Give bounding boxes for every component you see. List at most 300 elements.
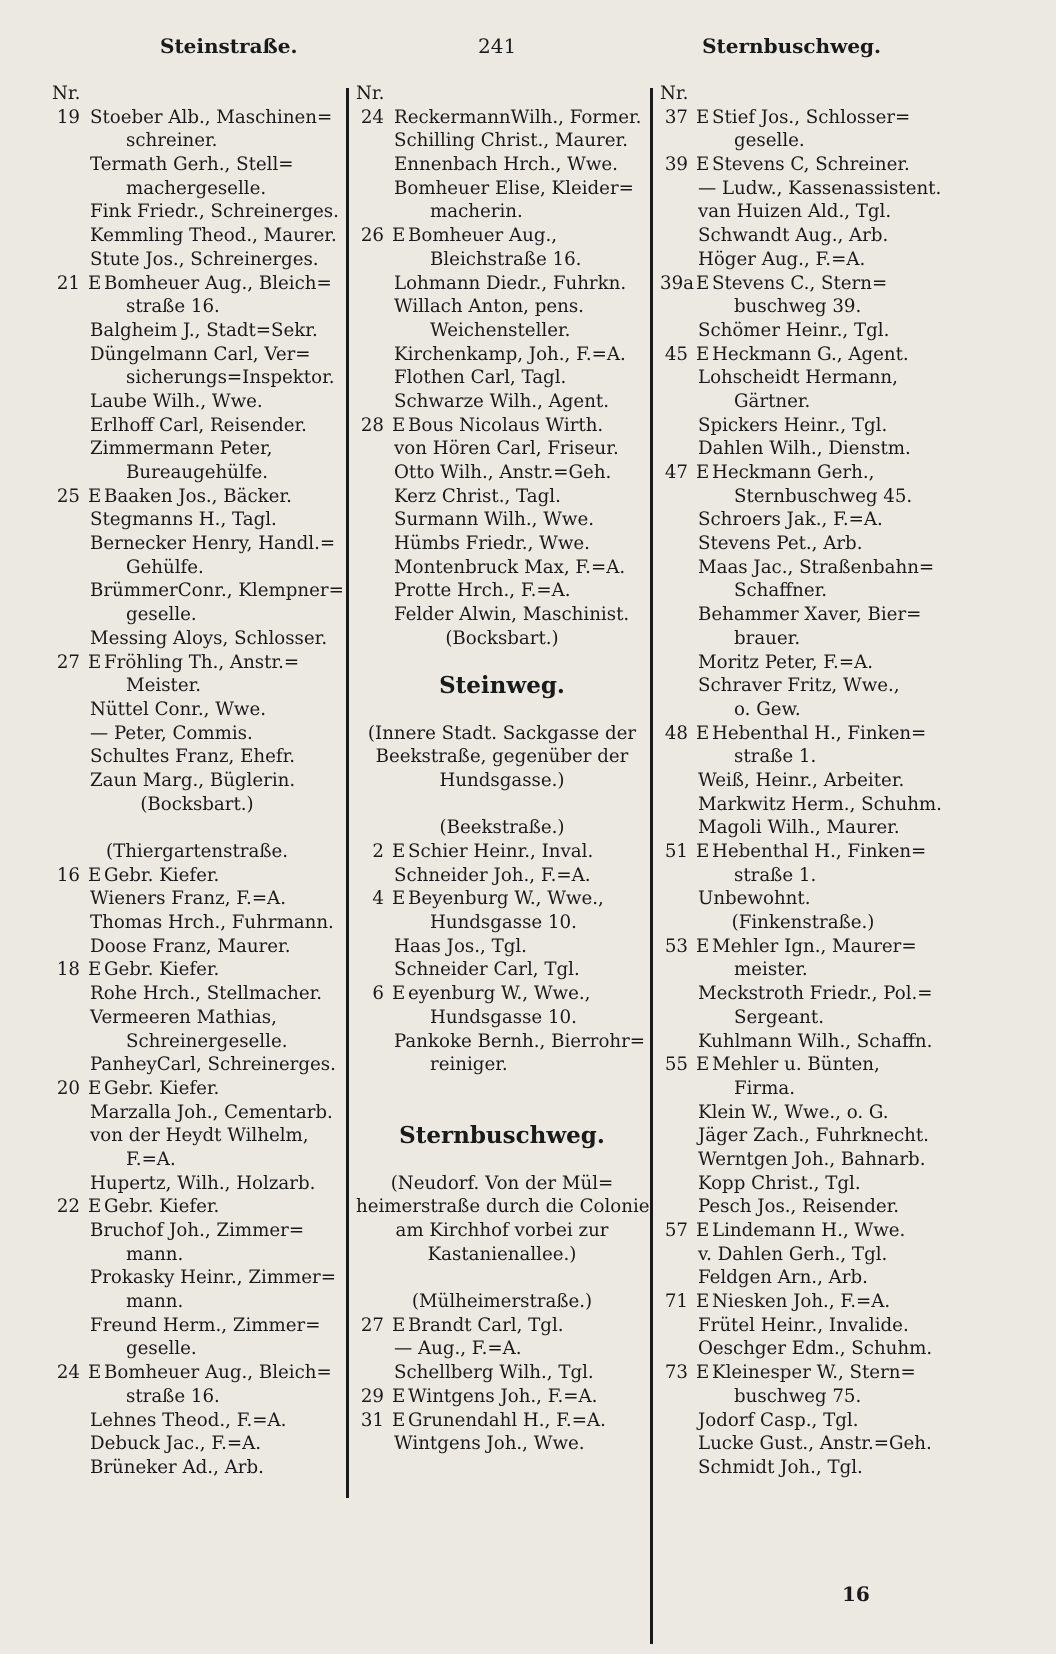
resident-text: Zimmermann Peter, xyxy=(90,438,273,460)
continuation-text: sicherungs=Inspektor. xyxy=(126,367,335,389)
resident-text: Kerz Christ., Tagl. xyxy=(394,485,561,507)
entry-continuation xyxy=(660,579,946,603)
resident-text: Behammer Xaver, Bier= xyxy=(698,604,922,626)
resident-text: Flothen Carl, Tagl. xyxy=(394,367,567,389)
street-note: (Bocksbart.) xyxy=(140,793,254,815)
directory-entry xyxy=(356,1361,648,1385)
house-number: 39 xyxy=(664,154,688,176)
resident-text: Schwarze Wilh., Agent. xyxy=(394,390,609,412)
directory-entry xyxy=(660,200,946,224)
directory-entry xyxy=(356,1385,648,1409)
resident-text: Feldgen Arn., Arb. xyxy=(698,1267,868,1289)
resident-text: Pankoke Bernh., Bierrohr= xyxy=(394,1030,646,1052)
resident-text: Stegmanns H., Tagl. xyxy=(90,509,277,531)
entry-continuation xyxy=(356,911,648,935)
entry-continuation xyxy=(660,1006,946,1030)
continuation-text: o. Gew. xyxy=(734,698,801,720)
directory-entry xyxy=(356,366,648,390)
resident-text: Magoli Wilh., Maurer. xyxy=(698,817,900,839)
resident-text: Markwitz Herm., Schuhm. xyxy=(698,793,942,815)
continuation-text: schreiner. xyxy=(126,130,218,152)
resident-text: Stoeber Alb., Maschinen= xyxy=(90,106,333,128)
directory-entry xyxy=(52,319,342,343)
directory-entry xyxy=(52,887,342,911)
directory-entry xyxy=(52,508,342,532)
owner-marker: E xyxy=(88,959,102,981)
spacer xyxy=(52,816,342,840)
directory-entry xyxy=(356,153,648,177)
owner-marker: E xyxy=(696,462,710,483)
resident-text: Hebenthal H., Finken= xyxy=(712,841,927,862)
directory-entry xyxy=(660,935,946,959)
directory-entry xyxy=(660,414,946,438)
directory-entry xyxy=(52,982,342,1006)
resident-text: Stute Jos., Schreinerges. xyxy=(90,248,319,270)
continuation-text: geselle. xyxy=(734,130,805,152)
entry-continuation xyxy=(52,1290,342,1314)
directory-entry xyxy=(52,911,342,935)
resident-text: Zaun Marg., Büglerin. xyxy=(90,769,296,791)
directory-entry xyxy=(52,1077,342,1101)
nr-column-label: Nr. xyxy=(660,83,689,104)
spacer xyxy=(356,793,648,817)
resident-text: BrümmerConr., Klempner= xyxy=(90,580,344,602)
house-number: 26 xyxy=(360,225,384,247)
directory-entry xyxy=(356,272,648,296)
directory-entry xyxy=(356,1337,648,1361)
owner-marker: E xyxy=(392,1385,406,1407)
owner-marker: E xyxy=(696,1291,710,1313)
resident-text: Schellberg Wilh., Tgl. xyxy=(394,1362,594,1384)
house-number: 2 xyxy=(372,841,384,862)
continuation-text: Firma. xyxy=(734,1077,796,1099)
owner-marker: E xyxy=(696,154,710,176)
owner-marker: E xyxy=(392,225,406,247)
owner-marker: E xyxy=(392,1409,406,1431)
resident-text: Heckmann Gerh., xyxy=(712,462,875,483)
nr-column-label: Nr. xyxy=(52,83,81,104)
directory-entry xyxy=(356,864,648,888)
entry-continuation xyxy=(52,556,342,580)
entry-continuation xyxy=(52,461,342,485)
continuation-text: macherin. xyxy=(430,201,523,223)
entry-continuation xyxy=(660,1385,946,1409)
directory-entry xyxy=(356,390,648,414)
directory-entry xyxy=(660,887,946,911)
street-note: (Mülheimerstraße.) xyxy=(411,1291,593,1313)
resident-text: Hümbs Friedr., Wwe. xyxy=(394,533,590,555)
continuation-text: geselle. xyxy=(126,1338,197,1360)
directory-entry xyxy=(52,698,342,722)
directory-entry xyxy=(356,414,648,438)
entry-continuation xyxy=(356,200,648,224)
resident-text: Felder Alwin, Maschinist. xyxy=(394,604,630,626)
resident-text: — Peter, Commis. xyxy=(90,722,253,744)
directory-entry xyxy=(660,1195,946,1219)
directory-entry xyxy=(660,1219,946,1243)
resident-text: Meckstroth Friedr., Pol.= xyxy=(698,983,933,1005)
directory-entry xyxy=(660,508,946,532)
owner-marker: E xyxy=(696,272,710,294)
resident-text: v. Dahlen Gerh., Tgl. xyxy=(698,1243,888,1265)
directory-entry xyxy=(356,461,648,485)
directory-entry xyxy=(660,461,946,485)
directory-entry xyxy=(356,840,648,864)
resident-text: Vermeeren Mathias, xyxy=(90,1006,277,1028)
continuation-text: Bleichstraße 16. xyxy=(430,248,582,270)
directory-entry xyxy=(660,106,946,130)
street-note: Beekstraße, gegenüber der xyxy=(375,746,629,768)
directory-entry xyxy=(660,1290,946,1314)
resident-text: Gebr. Kiefer. xyxy=(104,864,220,886)
directory-entry xyxy=(356,1314,648,1338)
continuation-text: Gehülfe. xyxy=(126,556,204,578)
resident-text: Marzalla Joh., Cementarb. xyxy=(90,1101,333,1123)
house-number: 57 xyxy=(664,1220,688,1241)
directory-entry xyxy=(52,153,342,177)
house-number: 51 xyxy=(664,841,688,862)
continuation-text: mann. xyxy=(126,1243,184,1265)
owner-marker: E xyxy=(88,272,102,294)
entry-continuation xyxy=(52,1030,342,1054)
resident-text: Lohmann Diedr., Fuhrkn. xyxy=(394,272,627,294)
continuation-text: Sergeant. xyxy=(734,1006,824,1028)
directory-entry xyxy=(52,1195,342,1219)
house-number: 31 xyxy=(360,1409,384,1431)
directory-entry xyxy=(52,248,342,272)
entry-continuation xyxy=(356,1006,648,1030)
resident-text: Höger Aug., F.=A. xyxy=(698,248,866,270)
resident-text: Jäger Zach., Fuhrknecht. xyxy=(698,1125,929,1147)
directory-entry xyxy=(356,532,648,556)
resident-text: Werntgen Joh., Bahnarb. xyxy=(698,1148,926,1170)
resident-text: Fink Friedr., Schreinerges. xyxy=(90,201,339,223)
owner-marker: E xyxy=(88,864,102,886)
house-number: 25 xyxy=(56,485,80,507)
header-left-street: Steinstraße. xyxy=(160,34,298,58)
resident-text: Maas Jac., Straßenbahn= xyxy=(698,556,935,578)
directory-entry xyxy=(660,1172,946,1196)
directory-entry xyxy=(52,579,342,603)
directory-entry xyxy=(356,603,648,627)
directory-entry xyxy=(660,769,946,793)
spacer xyxy=(356,1148,648,1172)
directory-entry xyxy=(660,1148,946,1172)
directory-entry xyxy=(52,958,342,982)
directory-entry xyxy=(660,153,946,177)
continuation-text: Hundsgasse 10. xyxy=(430,1006,577,1028)
directory-entry xyxy=(356,958,648,982)
resident-text: Protte Hrch., F.=A. xyxy=(394,580,571,602)
directory-entry xyxy=(660,1101,946,1125)
directory-entry xyxy=(660,1266,946,1290)
spacer xyxy=(356,1077,648,1101)
continuation-text: Gärtner. xyxy=(734,390,811,412)
resident-text: Nüttel Conr., Wwe. xyxy=(90,698,267,720)
directory-entry xyxy=(356,224,648,248)
resident-text: Bomheuer Elise, Kleider= xyxy=(394,177,634,199)
house-number: 28 xyxy=(360,414,384,436)
owner-marker: E xyxy=(696,1220,710,1241)
resident-text: Stevens C, Schreiner. xyxy=(712,154,910,176)
directory-entry xyxy=(356,343,648,367)
entry-continuation xyxy=(660,390,946,414)
entry-continuation xyxy=(356,1053,648,1077)
resident-text: Gebr. Kiefer. xyxy=(104,1196,220,1218)
directory-entry xyxy=(660,1456,946,1480)
resident-text: Pesch Jos., Reisender. xyxy=(698,1196,900,1218)
directory-entry xyxy=(52,1409,342,1433)
resident-text: Laube Wilh., Wwe. xyxy=(90,390,263,412)
directory-entry xyxy=(660,224,946,248)
resident-text: Debuck Jac., F.=A. xyxy=(90,1433,262,1455)
resident-text: Bous Nicolaus Wirth. xyxy=(408,414,604,436)
spacer xyxy=(356,698,648,722)
owner-marker: E xyxy=(88,485,102,507)
directory-entry xyxy=(356,106,648,130)
directory-entry xyxy=(356,485,648,509)
directory-entry xyxy=(660,1053,946,1077)
house-number: 53 xyxy=(664,935,688,957)
entry-continuation xyxy=(52,1337,342,1361)
directory-entry xyxy=(660,651,946,675)
resident-text: Kleinesper W., Stern= xyxy=(712,1362,916,1384)
continuation-text: Hundsgasse 10. xyxy=(430,912,577,934)
resident-text: Kirchenkamp, Joh., F.=A. xyxy=(394,343,626,365)
house-number: 20 xyxy=(56,1077,80,1099)
house-number: 71 xyxy=(664,1291,688,1313)
resident-text: Mehler Ign., Maurer= xyxy=(712,935,917,957)
house-number: 22 xyxy=(56,1196,80,1218)
continuation-text: Weichensteller. xyxy=(430,319,571,341)
resident-text: Lindemann H., Wwe. xyxy=(712,1220,906,1241)
directory-entry xyxy=(52,343,342,367)
house-number: 18 xyxy=(56,959,80,981)
continuation-text: straße 1. xyxy=(734,746,817,768)
directory-entry xyxy=(52,1101,342,1125)
street-heading: Sternbuschweg. xyxy=(399,1122,605,1150)
resident-text: Bernecker Henry, Handl.= xyxy=(90,533,336,555)
directory-entry xyxy=(52,414,342,438)
resident-text: Schömer Heinr., Tgl. xyxy=(698,319,890,341)
street-note: am Kirchhof vorbei zur xyxy=(395,1220,609,1241)
directory-entry xyxy=(660,1314,946,1338)
column-1 xyxy=(52,82,342,1480)
continuation-text: F.=A. xyxy=(126,1148,176,1170)
resident-text: Ennenbach Hrch., Wwe. xyxy=(394,154,618,176)
directory-entry xyxy=(660,793,946,817)
street-note: (Thiergartenstraße. xyxy=(105,841,289,862)
directory-entry xyxy=(660,366,946,390)
resident-text: Schraver Fritz, Wwe., xyxy=(698,675,900,697)
entry-continuation xyxy=(52,295,342,319)
continuation-text: mann. xyxy=(126,1291,184,1313)
resident-text: Schilling Christ., Maurer. xyxy=(394,130,629,152)
entry-continuation xyxy=(660,1077,946,1101)
owner-marker: E xyxy=(392,841,406,862)
resident-text: Brandt Carl, Tgl. xyxy=(408,1314,564,1336)
resident-text: eyenburg W., Wwe., xyxy=(408,983,591,1005)
resident-text: Messing Aloys, Schlosser. xyxy=(90,627,328,649)
continuation-text: buschweg 75. xyxy=(734,1385,862,1407)
resident-text: von der Heydt Wilhelm, xyxy=(90,1125,309,1147)
resident-text: Balgheim J., Stadt=Sekr. xyxy=(90,319,318,341)
resident-text: Fröhling Th., Anstr.= xyxy=(104,651,300,673)
house-number: 48 xyxy=(664,722,688,744)
continuation-text: straße 1. xyxy=(734,864,817,886)
owner-marker: E xyxy=(88,1362,102,1384)
entry-continuation xyxy=(660,627,946,651)
resident-text: Jodorf Casp., Tgl. xyxy=(698,1409,859,1431)
continuation-text: Meister. xyxy=(126,675,202,697)
directory-entry xyxy=(356,1409,648,1433)
entry-continuation xyxy=(660,129,946,153)
house-number: 27 xyxy=(56,651,80,673)
directory-entry xyxy=(660,1361,946,1385)
directory-entry xyxy=(52,1456,342,1480)
house-number: 37 xyxy=(664,106,688,128)
directory-entry xyxy=(660,722,946,746)
header-right-street: Sternbuschweg. xyxy=(702,34,881,58)
resident-text: Spickers Heinr., Tgl. xyxy=(698,414,888,436)
directory-entry xyxy=(52,769,342,793)
owner-marker: E xyxy=(392,983,406,1005)
continuation-text: Sternbuschweg 45. xyxy=(734,485,913,507)
resident-text: — Ludw., Kassenassistent. xyxy=(698,177,942,199)
continuation-text: straße 16. xyxy=(126,296,220,318)
resident-text: Stevens Pet., Arb. xyxy=(698,533,863,555)
resident-text: Lucke Gust., Anstr.=Geh. xyxy=(698,1433,932,1455)
directory-entry xyxy=(52,745,342,769)
directory-entry xyxy=(660,177,946,201)
directory-entry xyxy=(660,840,946,864)
entry-continuation xyxy=(52,603,342,627)
resident-text: Wintgens Joh., Wwe. xyxy=(394,1433,585,1455)
entry-continuation xyxy=(660,864,946,888)
directory-entry xyxy=(660,982,946,1006)
spacer xyxy=(356,1266,648,1290)
directory-entry xyxy=(356,556,648,580)
resident-text: Heckmann G., Agent. xyxy=(712,343,909,365)
street-note: (Innere Stadt. Sackgasse der xyxy=(367,722,637,744)
directory-entry xyxy=(52,1266,342,1290)
continuation-text: meister. xyxy=(734,959,808,981)
owner-marker: E xyxy=(88,1196,102,1218)
directory-entry xyxy=(660,603,946,627)
directory-entry xyxy=(660,248,946,272)
directory-entry xyxy=(52,722,342,746)
resident-text: Oeschger Edm., Schuhm. xyxy=(698,1338,933,1360)
column-3 xyxy=(660,82,946,1480)
directory-entry xyxy=(52,1361,342,1385)
entry-continuation xyxy=(52,129,342,153)
directory-entry xyxy=(356,437,648,461)
directory-entry xyxy=(660,1124,946,1148)
entry-continuation xyxy=(52,1243,342,1267)
directory-entry xyxy=(660,437,946,461)
directory-entry xyxy=(52,1219,342,1243)
entry-continuation xyxy=(660,958,946,982)
continuation-text: Schreinergeselle. xyxy=(126,1030,288,1052)
resident-text: Thomas Hrch., Fuhrmann. xyxy=(90,912,334,934)
continuation-text: straße 16. xyxy=(126,1385,220,1407)
continuation-text: buschweg 39. xyxy=(734,296,862,318)
resident-text: Freund Herm., Zimmer= xyxy=(90,1314,321,1336)
directory-entry xyxy=(660,1432,946,1456)
entry-continuation xyxy=(52,674,342,698)
resident-text: Weiß, Heinr., Arbeiter. xyxy=(698,769,905,791)
owner-marker: E xyxy=(88,1077,102,1099)
resident-text: Frütel Heinr., Invalide. xyxy=(698,1314,909,1336)
continuation-text: machergeselle. xyxy=(126,177,267,199)
spacer xyxy=(356,1101,648,1125)
directory-entry xyxy=(356,129,648,153)
directory-entry xyxy=(660,556,946,580)
directory-entry xyxy=(52,485,342,509)
directory-entry xyxy=(356,887,648,911)
resident-text: Stief Jos., Schlosser= xyxy=(712,106,911,128)
house-number: 16 xyxy=(56,864,80,886)
resident-text: Schultes Franz, Ehefr. xyxy=(90,746,296,768)
street-note: (Finkenstraße.) xyxy=(731,912,875,934)
resident-text: Gebr. Kiefer. xyxy=(104,1077,220,1099)
directory-entry xyxy=(660,1243,946,1267)
owner-marker: E xyxy=(696,841,710,862)
directory-entry xyxy=(356,177,648,201)
house-number: 55 xyxy=(664,1054,688,1076)
spacer xyxy=(356,651,648,675)
resident-text: Düngelmann Carl, Ver= xyxy=(90,343,311,365)
nr-column-label: Nr. xyxy=(356,83,385,104)
resident-text: Lohscheidt Hermann, xyxy=(698,367,898,389)
owner-marker: E xyxy=(696,106,710,128)
directory-entry xyxy=(52,627,342,651)
page-number: 241 xyxy=(478,34,517,58)
street-note: Kastanienallee.) xyxy=(427,1243,577,1265)
directory-entry xyxy=(52,106,342,130)
house-number: 24 xyxy=(56,1362,80,1384)
resident-text: Baaken Jos., Bäcker. xyxy=(104,485,292,507)
street-note: Hundsgasse.) xyxy=(439,769,565,791)
entry-continuation xyxy=(52,366,342,390)
resident-text: Mehler u. Bünten, xyxy=(712,1054,880,1076)
directory-entry xyxy=(356,1030,648,1054)
owner-marker: E xyxy=(696,935,710,957)
directory-entry xyxy=(52,1314,342,1338)
directory-entry xyxy=(660,532,946,556)
directory-entry xyxy=(52,224,342,248)
directory-entry xyxy=(52,1432,342,1456)
continuation-text: geselle. xyxy=(126,604,197,626)
house-number: 21 xyxy=(56,272,80,294)
resident-text: Surmann Wilh., Wwe. xyxy=(394,509,595,531)
street-note: heimerstraße durch die Colonie xyxy=(356,1196,650,1218)
resident-text: Schneider Carl, Tgl. xyxy=(394,959,580,981)
house-number: 19 xyxy=(56,106,80,128)
resident-text: Schwandt Aug., Arb. xyxy=(698,225,889,247)
entry-continuation xyxy=(660,698,946,722)
resident-text: Montenbruck Max, F.=A. xyxy=(394,556,626,578)
directory-entry xyxy=(52,1124,342,1148)
continuation-text: Bureaugehülfe. xyxy=(126,462,269,483)
directory-entry xyxy=(356,935,648,959)
directory-entry xyxy=(52,935,342,959)
resident-text: Schmidt Joh., Tgl. xyxy=(698,1456,863,1478)
resident-text: Haas Jos., Tgl. xyxy=(394,935,527,957)
directory-entry xyxy=(660,674,946,698)
resident-text: Hebenthal H., Finken= xyxy=(712,722,927,744)
house-number: 29 xyxy=(360,1385,384,1407)
